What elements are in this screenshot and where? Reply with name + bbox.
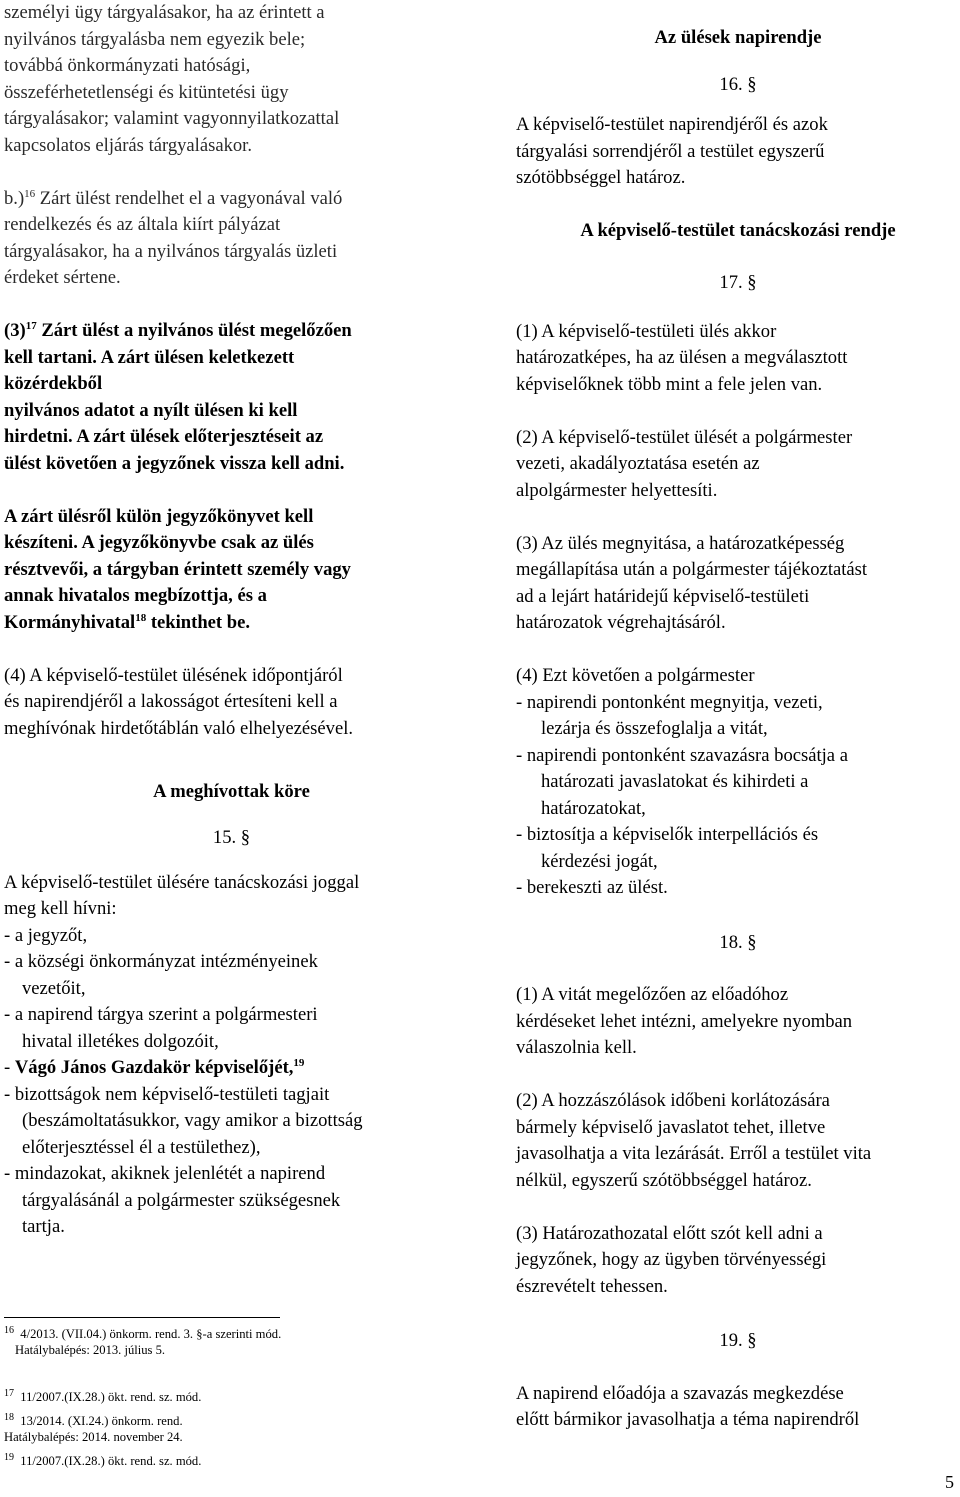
section-number: 15. § <box>212 827 251 848</box>
text-line: kapcsolatos eljárás tárgyalásakor. <box>4 134 253 156</box>
spacer <box>4 852 459 870</box>
text-line: összeférhetetlenségi és kitüntetési ügy <box>4 81 289 103</box>
footnote-text: 11/2007.(IX.28.) ökt. rend. sz. mód. <box>20 1454 202 1468</box>
footnote-text: 13/2014. (XI.24.) önkorm. rend. <box>20 1414 183 1428</box>
text-line: (2) A képviselő-testület ülését a polgármester <box>516 426 853 448</box>
paragraph-zart <box>4 504 459 637</box>
text-line: válaszolnia kell. <box>516 1037 637 1058</box>
paragraph-4 <box>4 663 459 743</box>
section-17-para-3 <box>516 531 960 637</box>
list-item-cont: előterjesztéssel él a testülethez), <box>22 1136 261 1158</box>
text-run: Zárt ülést a nyilvános ülést megelőzően <box>36 320 352 341</box>
spacer <box>516 98 960 112</box>
text-line: meg kell hívni: <box>4 898 117 919</box>
footnote-18 <box>4 1413 464 1445</box>
list-item: - napirendi pontonként szavazásra bocsátja a <box>516 744 848 766</box>
text-line: nyilvános adatot a nyílt ülésen ki kell <box>4 399 298 421</box>
section-16-body <box>516 112 960 192</box>
text-line: és napirendjéről a lakosságot értesíteni kell a <box>4 691 338 712</box>
list-item-cont: határozatokat, <box>541 797 646 819</box>
section-heading: A meghívottak köre <box>153 780 310 802</box>
list-item-cont: (beszámoltatásukkor, vagy amikor a bizottság <box>22 1110 363 1131</box>
text-line: kell tartani. A zárt ülésen keletkezett <box>4 346 295 368</box>
item-marker: (3) <box>4 320 26 341</box>
footnote-line: Hatálybalépés: 2014. november 24. <box>4 1430 183 1444</box>
spacer <box>516 398 960 425</box>
footnote-19 <box>4 1453 464 1469</box>
spacer <box>516 1300 960 1328</box>
text-line: (1) A vitát megelőzően az előadóhoz <box>516 984 789 1005</box>
text-line: határozatok végrehajtásáról. <box>516 612 726 633</box>
text-line: (3) Határozathozatal előtt szót kell adni a <box>516 1222 823 1244</box>
spacer <box>516 902 960 930</box>
spacer <box>516 192 960 218</box>
footnote-number: 19 <box>4 1451 14 1463</box>
text-line: előtt bármikor javasolhatja a téma napirendről <box>516 1409 860 1430</box>
continued-paragraph <box>4 0 459 159</box>
text-line: alpolgármester helyettesíti. <box>516 479 718 501</box>
list-item-cont: hivatal illetékes dolgozóit, <box>22 1030 219 1052</box>
section-number: 19. § <box>719 1330 757 1351</box>
section-number: 16. § <box>719 73 757 95</box>
spacer <box>4 636 459 663</box>
text-line: személyi ügy tárgyalásakor, ha az érintett a <box>4 2 325 23</box>
page-number: 5 <box>945 1472 954 1492</box>
list-dash: - <box>4 1057 15 1078</box>
text-line: A zárt ülésről külön jegyzőkönyvet kell <box>4 505 314 527</box>
list-item-cont: tárgyalásánál a polgármester szükségesnek <box>22 1189 341 1211</box>
section-17-para-4 <box>516 663 960 902</box>
text-run: Kormányhivatal <box>4 611 136 633</box>
text-line: vezeti, akadályoztatása esetén az <box>516 453 760 474</box>
section-heading: Az ülések napirendje <box>654 27 822 48</box>
text-line: (2) A hozzászólások időbeni korlátozására <box>516 1090 830 1111</box>
text-line: (4) A képviselő-testület ülésének időpontjáról <box>4 664 343 686</box>
section-18-para-2 <box>516 1088 960 1194</box>
text-line: (4) Ezt követően a polgármester <box>516 665 755 686</box>
list-item-cont: határozati javaslatokat és kihirdeti a <box>541 771 809 792</box>
section-heading: A képviselő-testület tanácskozási rendje <box>580 219 896 241</box>
list-item: - bizottságok nem képviselő-testületi tagjait <box>4 1083 330 1105</box>
text-run: tekinthet be. <box>146 611 251 633</box>
spacer <box>516 1062 960 1089</box>
text-line: készíteni. A jegyzőkönyvbe csak az ülés <box>4 532 314 553</box>
list-item <box>4 1055 459 1082</box>
text-line: bármely képviselő javaslatot tehet, illetve <box>516 1116 826 1138</box>
text-line: képviselőknek több mint a fele jelen van. <box>516 373 823 395</box>
text-line: nyilvános tárgyalásba nem egyezik bele; <box>4 28 306 50</box>
footnote-17 <box>4 1389 464 1405</box>
footnote-ref[interactable]: 18 <box>135 611 147 624</box>
text-line <box>4 186 459 213</box>
spacer <box>516 52 960 72</box>
section-18-para-1 <box>516 982 960 1062</box>
spacer <box>516 1194 960 1221</box>
footnote-number: 18 <box>4 1411 14 1423</box>
list-item-cont: kérdezési jogát, <box>541 850 658 872</box>
list-item-cont: lezárja és összefoglalja a vitát, <box>541 718 768 739</box>
list-item: - a napirend tárgya szerint a polgármesteri <box>4 1004 318 1025</box>
text-line: jegyzőnek, hogy az ügyben törvényességi <box>516 1249 827 1270</box>
text-line: (1) A képviselő-testületi ülés akkor <box>516 320 777 342</box>
footnote-number: 16 <box>4 1324 14 1336</box>
text-line: A képviselő-testület napirendjéről és azok <box>516 114 828 135</box>
spacer <box>4 742 459 769</box>
right-column <box>516 25 960 1434</box>
text-run: Zárt ülést rendelhet el a vagyonával való <box>35 187 343 209</box>
list-item: - mindazokat, akiknek jelenlétét a napirend <box>4 1163 326 1184</box>
text-line: kérdéseket lehet intézni, amelyekre nyomban <box>516 1010 853 1032</box>
footnote-line: Hatálybalépés: 2013. július 5. <box>15 1343 166 1357</box>
text-line: megállapítása után a polgármester tájékoztatást <box>516 559 868 580</box>
text-line: tárgyalásakor, ha a nyilvános tárgyalás üzleti <box>4 240 338 262</box>
text-line: javasolhatja a vita lezárását. Erről a testület vita <box>516 1143 872 1164</box>
section-number: 17. § <box>719 272 757 293</box>
spacer <box>4 477 459 504</box>
spacer <box>516 956 960 982</box>
footnote-divider <box>4 1317 280 1318</box>
text-line: (3) Az ülés megnyitása, a határozatképesség <box>516 532 845 554</box>
spacer <box>516 1355 960 1381</box>
text-line: tárgyalási sorrendjéről a testület egyszerű <box>516 140 825 162</box>
list-item: - berekeszti az ülést. <box>516 877 668 898</box>
footnote-text: 4/2013. (VII.04.) önkorm. rend. 3. §-a szerinti mód. <box>20 1327 282 1341</box>
bold-run: Vágó János Gazdakör képviselőjét, <box>14 1057 294 1078</box>
text-line: közérdekből <box>4 373 103 394</box>
footnote-ref[interactable]: 19 <box>293 1056 305 1069</box>
text-line: A napirend előadója a szavazás megkezdése <box>516 1382 844 1404</box>
section-19-body <box>516 1381 960 1434</box>
text-line: ülést követően a jegyzőnek vissza kell adni. <box>4 452 345 474</box>
left-column <box>4 0 459 1241</box>
spacer <box>516 637 960 664</box>
list-item: - biztosítja a képviselők interpellációs és <box>516 824 819 845</box>
text-line: érdeket sértene. <box>4 267 121 288</box>
section-17-para-2 <box>516 425 960 505</box>
footnote-line <box>4 1453 464 1469</box>
list-item-cont: vezetőit, <box>22 977 86 999</box>
spacer <box>516 244 960 270</box>
text-line: tárgyalásakor; valamint vagyonnyilatkozattal <box>4 108 340 129</box>
text-line: résztvevői, a tárgyban érintett személy vagy <box>4 558 351 580</box>
text-line: ad a lejárt határidejű képviselő-testületi <box>516 585 810 607</box>
footnote-number: 17 <box>4 1387 14 1399</box>
text-line: határozatképes, ha az ülésen a megválasztott <box>516 347 848 368</box>
list-item: - napirendi pontonként megnyitja, vezeti, <box>516 691 823 713</box>
spacer <box>516 504 960 531</box>
text-line: szótöbbséggel határoz. <box>516 167 686 188</box>
list-item: - a községi önkormányzat intézményeinek <box>4 951 318 972</box>
item-marker: b.) <box>4 187 25 209</box>
footnote-ref[interactable]: 17 <box>25 319 37 332</box>
list-item-cont: tartja. <box>22 1216 65 1237</box>
footnote-line <box>4 1326 464 1342</box>
footnote-line <box>4 1389 464 1405</box>
text-line: A képviselő-testület ülésére tanácskozási joggal <box>4 871 360 893</box>
text-line: továbbá önkormányzati hatósági, <box>4 55 251 76</box>
footnote-ref[interactable]: 16 <box>24 187 36 200</box>
footnote-text: 11/2007.(IX.28.) ökt. rend. sz. mód. <box>20 1390 202 1404</box>
text-line: észrevételt tehessen. <box>516 1275 668 1297</box>
section-15-body <box>4 870 459 1241</box>
spacer <box>4 159 459 186</box>
text-line: meghívónak hirdetőtáblán való elhelyezésével. <box>4 717 354 739</box>
text-line: rendelkezés és az általa kiírt pályázat <box>4 214 281 235</box>
text-line: nélkül, egyszerű szótöbbséggel határoz. <box>516 1169 812 1191</box>
text-line <box>4 610 459 637</box>
section-number: 18. § <box>719 931 757 953</box>
spacer <box>516 297 960 319</box>
paragraph-b <box>4 186 459 292</box>
list-item: - a jegyzőt, <box>4 924 88 946</box>
section-18-para-3 <box>516 1221 960 1301</box>
spacer <box>4 292 459 319</box>
spacer <box>4 805 459 823</box>
text-line: hirdetni. A zárt ülések előterjesztéseit az <box>4 426 324 447</box>
section-17-para-1 <box>516 319 960 399</box>
paragraph-3 <box>4 318 459 477</box>
text-line: annak hivatalos megbízottja, és a <box>4 585 267 606</box>
footnote-16 <box>4 1326 464 1358</box>
footnote-line <box>4 1413 464 1429</box>
text-line <box>4 318 459 345</box>
